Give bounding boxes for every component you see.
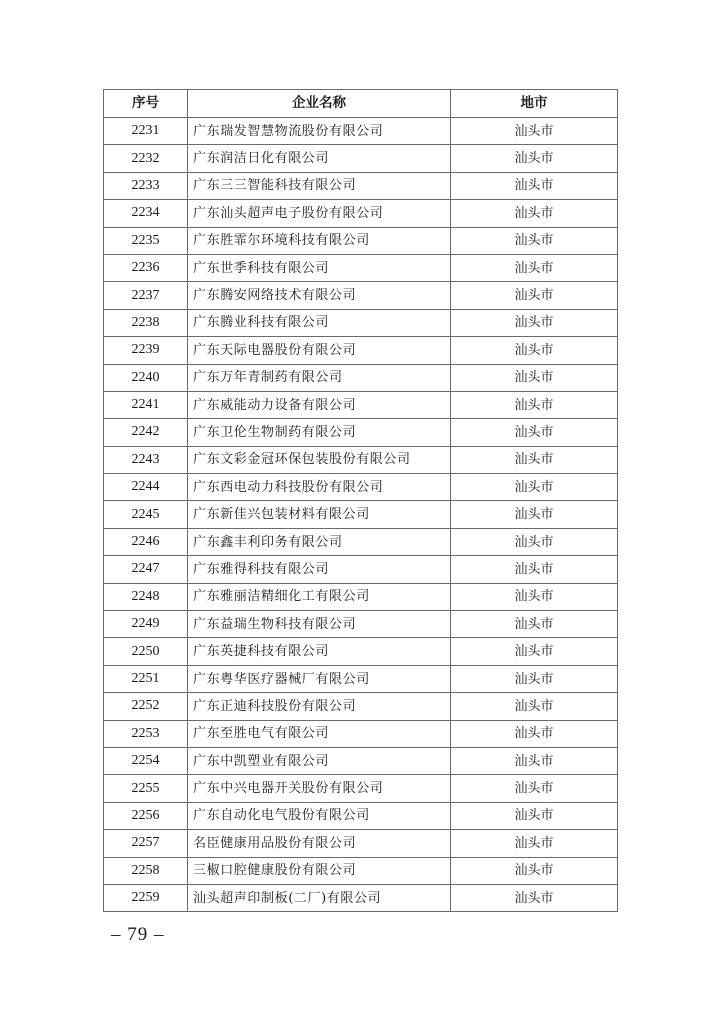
- city-cell: 汕头市: [451, 200, 618, 227]
- serial-number-cell: 2232: [104, 145, 188, 172]
- table-row: [104, 775, 618, 802]
- serial-number-cell: 2253: [104, 720, 188, 747]
- enterprise-name-cell: 广东天际电器股份有限公司: [188, 337, 451, 364]
- city-cell: 汕头市: [451, 337, 618, 364]
- city-cell: 汕头市: [451, 419, 618, 446]
- enterprise-table: [103, 89, 618, 912]
- table-row: [104, 254, 618, 281]
- enterprise-name-cell: 广东英捷科技有限公司: [188, 638, 451, 665]
- city-cell: 汕头市: [451, 118, 618, 145]
- table-row: [104, 446, 618, 473]
- serial-number-cell: 2246: [104, 528, 188, 555]
- serial-number-cell: 2249: [104, 611, 188, 638]
- serial-number-cell: 2258: [104, 857, 188, 884]
- enterprise-name-cell: 广东卫伦生物制药有限公司: [188, 419, 451, 446]
- city-cell: 汕头市: [451, 638, 618, 665]
- table-row: [104, 474, 618, 501]
- serial-number-cell: 2242: [104, 419, 188, 446]
- serial-number-cell: 2239: [104, 337, 188, 364]
- table-row: [104, 200, 618, 227]
- table-row: [104, 747, 618, 774]
- serial-number-cell: 2244: [104, 474, 188, 501]
- city-cell: 汕头市: [451, 391, 618, 418]
- city-cell: 汕头市: [451, 830, 618, 857]
- table-row: [104, 118, 618, 145]
- enterprise-name-cell: 广东自动化电气股份有限公司: [188, 802, 451, 829]
- city-cell: 汕头市: [451, 665, 618, 692]
- enterprise-name-cell: 广东新佳兴包装材料有限公司: [188, 501, 451, 528]
- enterprise-name-cell: 广东至胜电气有限公司: [188, 720, 451, 747]
- table-row: [104, 282, 618, 309]
- serial-number-cell: 2257: [104, 830, 188, 857]
- city-cell: 汕头市: [451, 172, 618, 199]
- serial-number-cell: 2243: [104, 446, 188, 473]
- serial-number-cell: 2231: [104, 118, 188, 145]
- city-cell: 汕头市: [451, 364, 618, 391]
- table-row: [104, 419, 618, 446]
- city-cell: 汕头市: [451, 693, 618, 720]
- header-enterprise-name: 企业名称: [188, 90, 451, 118]
- serial-number-cell: 2247: [104, 556, 188, 583]
- header-serial-number: 序号: [104, 90, 188, 118]
- city-cell: 汕头市: [451, 775, 618, 802]
- serial-number-cell: 2234: [104, 200, 188, 227]
- city-cell: 汕头市: [451, 145, 618, 172]
- city-cell: 汕头市: [451, 583, 618, 610]
- city-cell: 汕头市: [451, 802, 618, 829]
- table-row: [104, 665, 618, 692]
- enterprise-name-cell: 广东威能动力设备有限公司: [188, 391, 451, 418]
- city-cell: 汕头市: [451, 282, 618, 309]
- serial-number-cell: 2245: [104, 501, 188, 528]
- city-cell: 汕头市: [451, 474, 618, 501]
- enterprise-name-cell: 广东中凯塑业有限公司: [188, 747, 451, 774]
- enterprise-name-cell: 广东世季科技有限公司: [188, 254, 451, 281]
- table-row: [104, 391, 618, 418]
- table-row: [104, 364, 618, 391]
- city-cell: 汕头市: [451, 884, 618, 911]
- table-row: [104, 857, 618, 884]
- enterprise-name-cell: 广东腾业科技有限公司: [188, 309, 451, 336]
- table-row: [104, 556, 618, 583]
- enterprise-name-cell: 广东益瑞生物科技有限公司: [188, 611, 451, 638]
- table-body: [104, 118, 618, 912]
- enterprise-name-cell: 广东中兴电器开关股份有限公司: [188, 775, 451, 802]
- serial-number-cell: 2250: [104, 638, 188, 665]
- table-row: [104, 830, 618, 857]
- city-cell: 汕头市: [451, 611, 618, 638]
- table-row: [104, 638, 618, 665]
- serial-number-cell: 2241: [104, 391, 188, 418]
- serial-number-cell: 2233: [104, 172, 188, 199]
- header-row: [104, 90, 618, 118]
- serial-number-cell: 2235: [104, 227, 188, 254]
- city-cell: 汕头市: [451, 309, 618, 336]
- city-cell: 汕头市: [451, 227, 618, 254]
- table-header: [104, 90, 618, 118]
- city-cell: 汕头市: [451, 747, 618, 774]
- serial-number-cell: 2252: [104, 693, 188, 720]
- table-row: [104, 583, 618, 610]
- enterprise-name-cell: 广东腾安网络技术有限公司: [188, 282, 451, 309]
- enterprise-name-cell: 广东瑞发智慧物流股份有限公司: [188, 118, 451, 145]
- table-row: [104, 611, 618, 638]
- enterprise-name-cell: 广东三三智能科技有限公司: [188, 172, 451, 199]
- city-cell: 汕头市: [451, 254, 618, 281]
- city-cell: 汕头市: [451, 857, 618, 884]
- table-row: [104, 720, 618, 747]
- serial-number-cell: 2256: [104, 802, 188, 829]
- serial-number-cell: 2238: [104, 309, 188, 336]
- table-row: [104, 802, 618, 829]
- serial-number-cell: 2237: [104, 282, 188, 309]
- serial-number-cell: 2255: [104, 775, 188, 802]
- city-cell: 汕头市: [451, 446, 618, 473]
- enterprise-name-cell: 广东西电动力科技股份有限公司: [188, 474, 451, 501]
- enterprise-name-cell: 广东万年青制药有限公司: [188, 364, 451, 391]
- enterprise-name-cell: 广东正迪科技股份有限公司: [188, 693, 451, 720]
- serial-number-cell: 2259: [104, 884, 188, 911]
- table-row: [104, 145, 618, 172]
- table-row: [104, 528, 618, 555]
- city-cell: 汕头市: [451, 528, 618, 555]
- serial-number-cell: 2236: [104, 254, 188, 281]
- header-city: 地市: [451, 90, 618, 118]
- enterprise-name-cell: 名臣健康用品股份有限公司: [188, 830, 451, 857]
- enterprise-name-cell: 广东雅丽洁精细化工有限公司: [188, 583, 451, 610]
- serial-number-cell: 2251: [104, 665, 188, 692]
- table-row: [104, 227, 618, 254]
- table-row: [104, 693, 618, 720]
- serial-number-cell: 2254: [104, 747, 188, 774]
- serial-number-cell: 2248: [104, 583, 188, 610]
- city-cell: 汕头市: [451, 556, 618, 583]
- enterprise-name-cell: 三椒口腔健康股份有限公司: [188, 857, 451, 884]
- table-row: [104, 501, 618, 528]
- city-cell: 汕头市: [451, 501, 618, 528]
- table-row: [104, 337, 618, 364]
- enterprise-name-cell: 广东鑫丰利印务有限公司: [188, 528, 451, 555]
- table-row: [104, 172, 618, 199]
- enterprise-name-cell: 广东胜霏尔环境科技有限公司: [188, 227, 451, 254]
- enterprise-name-cell: 广东汕头超声电子股份有限公司: [188, 200, 451, 227]
- enterprise-name-cell: 广东文彩金冠环保包装股份有限公司: [188, 446, 451, 473]
- enterprise-name-cell: 广东雅得科技有限公司: [188, 556, 451, 583]
- enterprise-name-cell: 广东粤华医疗器械厂有限公司: [188, 665, 451, 692]
- city-cell: 汕头市: [451, 720, 618, 747]
- page-number: – 79 –: [111, 924, 165, 945]
- table-row: [104, 884, 618, 911]
- serial-number-cell: 2240: [104, 364, 188, 391]
- enterprise-name-cell: 广东润洁日化有限公司: [188, 145, 451, 172]
- enterprise-name-cell: 汕头超声印制板(二厂)有限公司: [188, 884, 451, 911]
- table-row: [104, 309, 618, 336]
